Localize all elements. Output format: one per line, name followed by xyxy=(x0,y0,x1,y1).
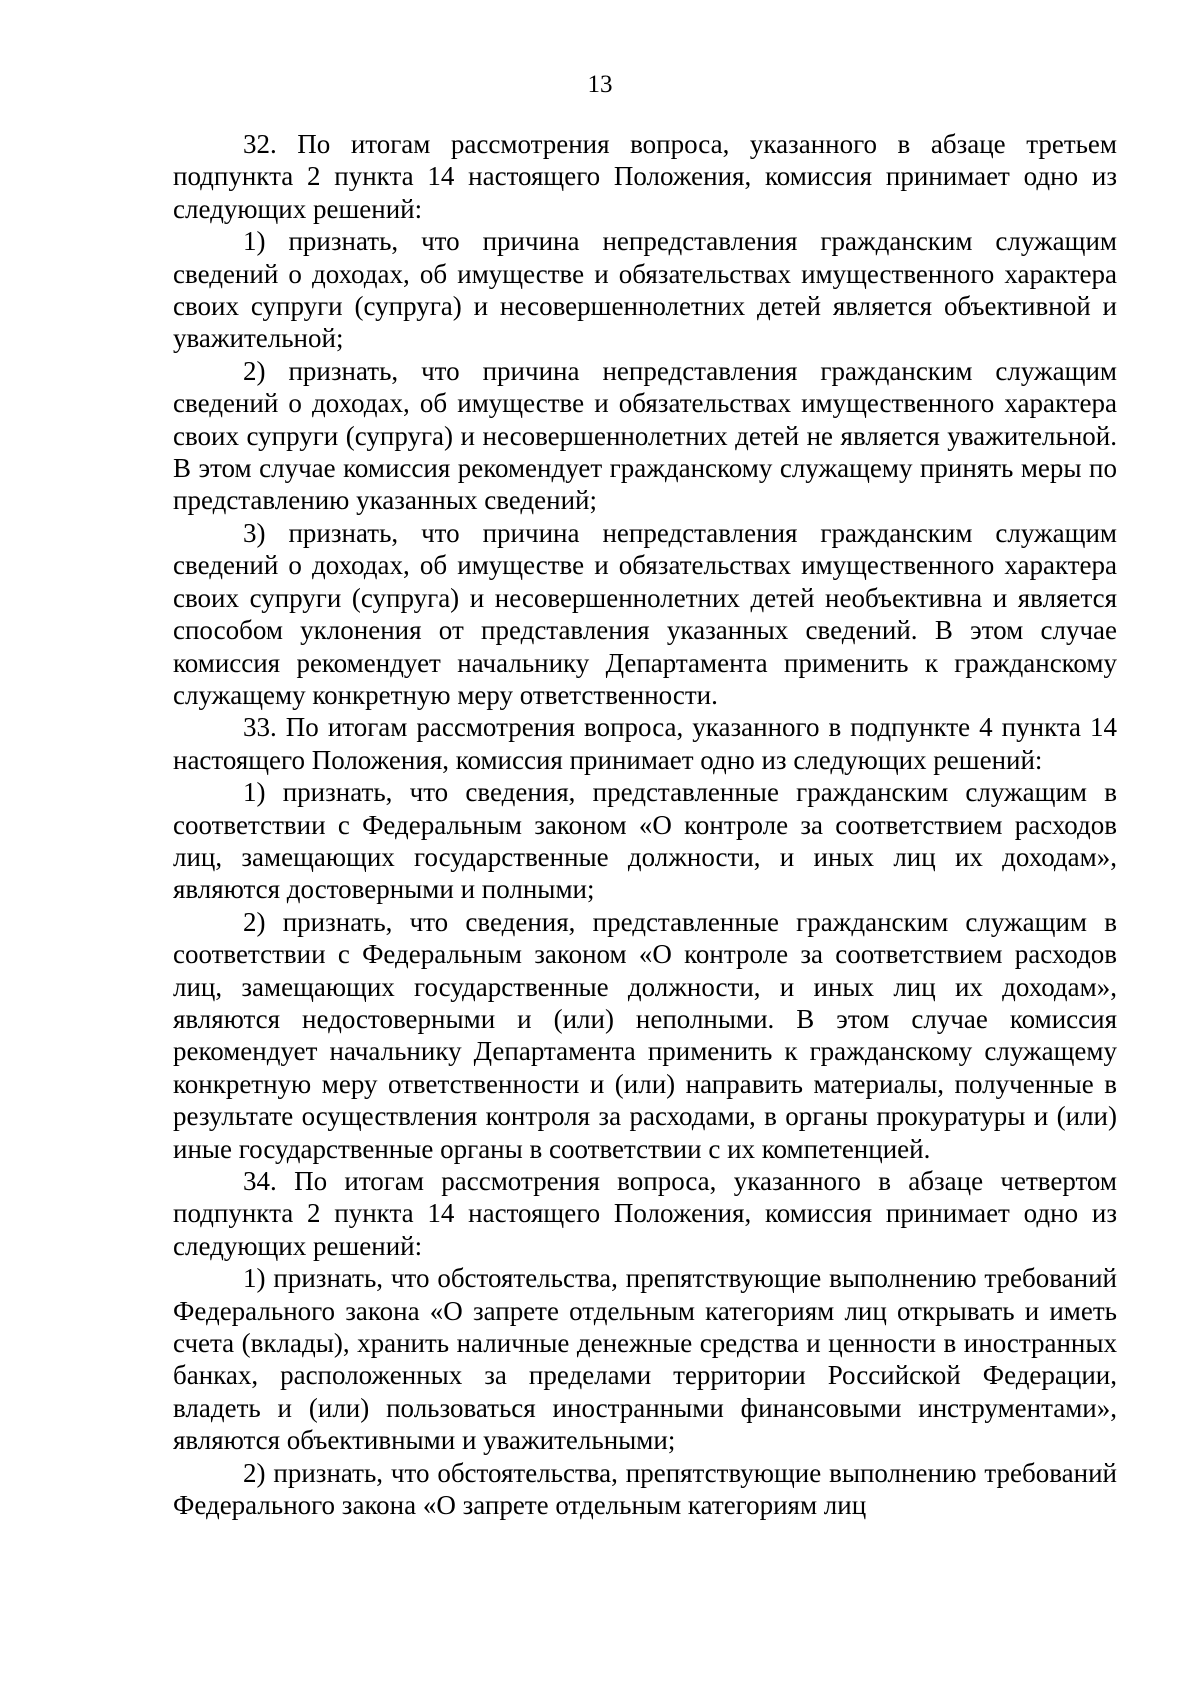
page-number: 13 xyxy=(587,71,613,98)
paragraph-34-item-2: 2) признать, что обстоятельства, препятствующие выполнению требований Федерального закона «О запрете отдельным категориям лиц xyxy=(173,1457,1117,1521)
paragraph-34: 34. По итогам рассмотрения вопроса, указанного в абзаце четвертом подпункта 2 пункта 14 настоящего Положения, комиссия принимает одно из следующих решений: xyxy=(173,1166,1117,1261)
paragraph-32-item-1: 1) признать, что причина непредставления гражданским служащим сведений о доходах, об имуществе и обязательствах имущественного характера своих супруги (супруга) и несовершеннолетних детей является объективной и уважительной; xyxy=(173,226,1117,354)
paragraph-32-item-3: 3) признать, что причина непредставления гражданским служащим сведений о доходах, об имуществе и обязательствах имущественного характера своих супруги (супруга) и несовершеннолетних детей необъективна и является способом уклонения от представления указанных сведений. В этом случае комиссия рекомендует начальнику Департамента применить к гражданскому служащему конкретную меру ответственности. xyxy=(173,517,1117,710)
paragraph-33-item-1: 1) признать, что сведения, представленные гражданским служащим в соответствии с Федеральным законом «О контроле за соответствием расходов лиц, замещающих государственные должности, и иных лиц их доходам», являются достоверными и полными; xyxy=(173,777,1117,905)
paragraph-33-item-2: 2) признать, что сведения, представленные гражданским служащим в соответствии с Федеральным законом «О контроле за соответствием расходов лиц, замещающих государственные должности, и иных лиц их доходам», являются недостоверными и (или) неполными. В этом случае комиссия рекомендует начальнику Департамента применить к гражданскому служащему конкретную меру ответственности и (или) направить материалы, полученные в результате осуществления контроля за расходами, в органы прокуратуры и (или) иные государственные органы в соответствии с их компетенцией. xyxy=(173,906,1117,1164)
paragraph-33: 33. По итогам рассмотрения вопроса, указанного в подпункте 4 пункта 14 настоящего Положения, комиссия принимает одно из следующих решений: xyxy=(173,712,1117,775)
paragraph-32: 32. По итогам рассмотрения вопроса, указанного в абзаце третьем подпункта 2 пункта 14 настоящего Положения, комиссия принимает одно из следующих решений: xyxy=(173,129,1117,224)
paragraph-32-item-2: 2) признать, что причина непредставления гражданским служащим сведений о доходах, об имуществе и обязательствах имущественного характера своих супруги (супруга) и несовершеннолетних детей не является уважительной. В этом случае комиссия рекомендует гражданскому служащему принять меры по представлению указанных сведений; xyxy=(173,355,1117,516)
document-body xyxy=(173,128,1117,1521)
paragraph-34-item-1: 1) признать, что обстоятельства, препятствующие выполнению требований Федерального закона «О запрете отдельным категориям лиц открывать и иметь счета (вклады), хранить наличные денежные средства и ценности в иностранных банках, расположенных за пределами территории Российской Федерации, владеть и (или) пользоваться иностранными финансовыми инструментами», являются объективными и уважительными; xyxy=(173,1263,1117,1456)
